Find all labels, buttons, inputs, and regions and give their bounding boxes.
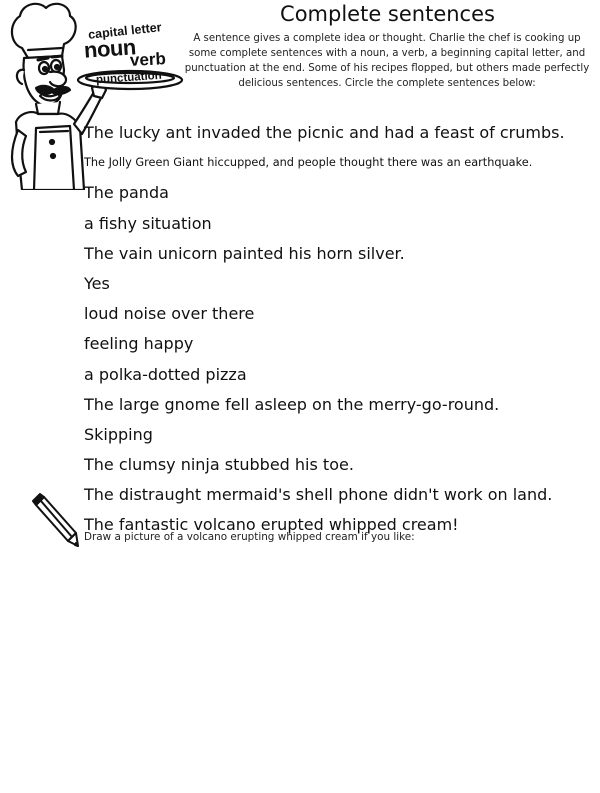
sentence-item[interactable]: The fantastic volcano erupted whipped cream! bbox=[84, 515, 459, 535]
sentence-item[interactable]: The clumsy ninja stubbed his toe. bbox=[84, 455, 354, 475]
sentence-item[interactable]: Yes bbox=[84, 273, 110, 293]
pencil-icon bbox=[30, 493, 80, 548]
drawing-prompt: Draw a picture of a volcano erupting whipped cream if you like: bbox=[84, 531, 415, 543]
sentence-item[interactable]: loud noise over there bbox=[84, 304, 255, 324]
instructions-paragraph: A sentence gives a complete idea or thought. Charlie the chef is cooking up some complete sentences with a noun, a verb, a beginning capital letter, and punctuation at the end. Some of his recipes flopped, but others made perfectly delicious sentences. Circle the complete sentences below: bbox=[184, 33, 590, 89]
sentence-item[interactable]: The large gnome fell asleep on the merry-go-round. bbox=[84, 394, 500, 414]
sentence-item[interactable]: a fishy situation bbox=[84, 213, 212, 233]
plate-label-capital-letter: capital letter bbox=[87, 20, 163, 42]
plate-label-verb: verb bbox=[129, 49, 167, 70]
sentence-item[interactable]: Skipping bbox=[84, 424, 153, 444]
sentence-item[interactable]: The Jolly Green Giant hiccupped, and people thought there was an earthquake. bbox=[84, 156, 533, 170]
page-title: Complete sentences bbox=[280, 2, 495, 26]
sentence-item[interactable]: The panda bbox=[84, 183, 169, 203]
sentence-item[interactable]: a polka-dotted pizza bbox=[84, 364, 247, 384]
plate-labels bbox=[84, 20, 180, 90]
sentence-item[interactable]: The distraught mermaid's shell phone didn't work on land. bbox=[84, 485, 553, 505]
drawing-area[interactable] bbox=[84, 552, 584, 782]
sentence-item[interactable]: The lucky ant invaded the picnic and had a feast of crumbs. bbox=[84, 123, 565, 142]
plate-label-punctuation: punctuation bbox=[95, 69, 163, 87]
plate-label-noun: noun bbox=[83, 34, 137, 63]
sentence-list bbox=[84, 119, 594, 542]
sentence-item[interactable]: The vain unicorn painted his horn silver. bbox=[84, 243, 405, 263]
sentence-item[interactable]: feeling happy bbox=[84, 334, 194, 354]
